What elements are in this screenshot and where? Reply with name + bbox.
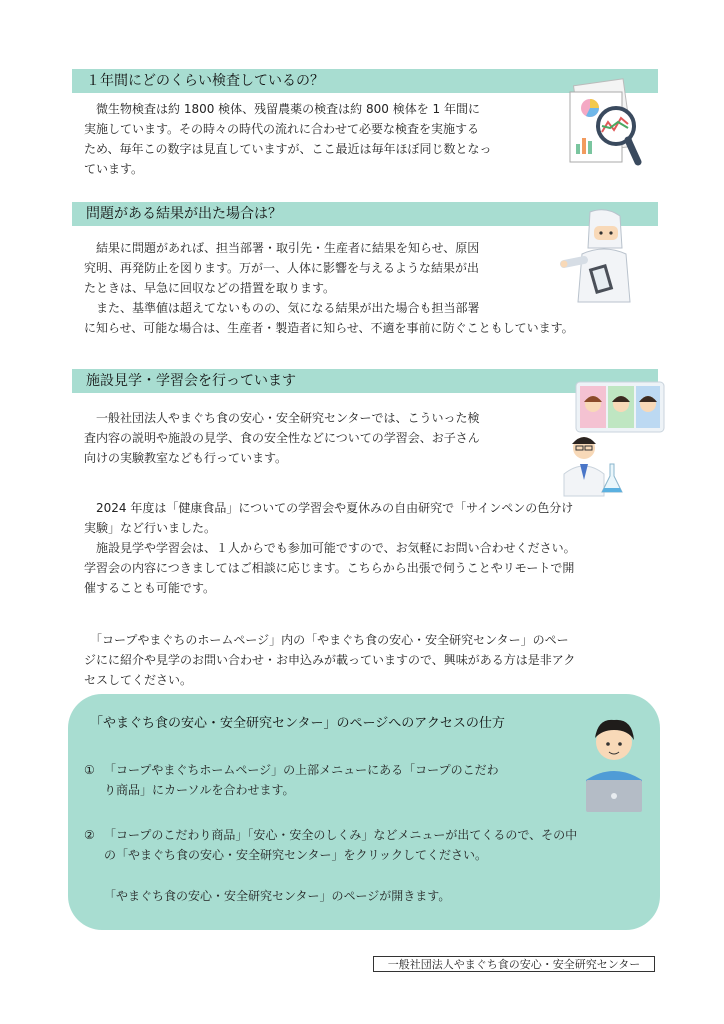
text-line: に知らせ、可能な場合は、生産者・製造者に知らせ、不適を事前に防ぐこともしています。 xyxy=(84,321,574,335)
text-line: 2024 年度は「健康食品」についての学習会や夏休みの自由研究で「サインペンの色分け xyxy=(84,501,574,515)
text-line: 向けの実験教室なども行っています。 xyxy=(84,451,288,465)
pc-user-icon xyxy=(578,712,650,812)
text-line: 究明、再発防止を図ります。万が一、人体に影響を与えるような結果が出 xyxy=(84,261,480,275)
section-heading-inspection-count: １年間にどのくらい検査しているの？ xyxy=(72,69,658,93)
section-heading-facility-tours: 施設見学・学習会を行っています xyxy=(72,369,658,393)
section-heading-problem-results: 問題がある結果が出た場合は？ xyxy=(72,202,658,226)
access-panel-title: 「やまぐち食の安心・安全研究センター」のページへのアクセスの仕方 xyxy=(90,716,505,731)
text-line: 実験」など行いました。 xyxy=(84,521,217,535)
text-line: 「コープやまぐちのホームページ」内の「やまぐち食の安心・安全研究センター」のペー xyxy=(84,633,569,647)
text-line: 「コープのこだわり商品」「安心・安全のしくみ」などメニューが出てくるので、その中 xyxy=(104,828,578,842)
step-number: ① xyxy=(84,763,95,777)
access-result-text: 「やまぐち食の安心・安全研究センター」のページが開きます。 xyxy=(104,889,451,903)
magnifier-chart-icon xyxy=(566,78,654,182)
video-class-icon xyxy=(556,380,666,498)
text-line: 「コープやまぐちホームページ」の上部メニューにある「コープのこだわ xyxy=(104,763,499,777)
text-line: 一般社団法人やまぐち食の安心・安全研究センターでは、こういった検 xyxy=(84,411,480,425)
text-line: 微生物検査は約 1800 検体、残留農薬の検査は約 800 検体を 1 年間に xyxy=(84,102,480,116)
access-step-2 xyxy=(104,825,660,865)
text-line: セスしてください。 xyxy=(84,673,193,687)
text-line: 施設見学や学習会は、１人からでも参加可能ですので、お気軽にお問い合わせください。 xyxy=(84,541,576,555)
section-body-homepage-info xyxy=(84,630,664,690)
text-line: ジにに紹介や見学のお問い合わせ・お申込みが載っていますので、興味がある方は是非アク xyxy=(84,653,576,667)
text-line: たときは、早急に回収などの措置を取ります。 xyxy=(84,281,336,295)
text-line: 催することも可能です。 xyxy=(84,581,216,595)
text-line: 査内容の説明や施設の見学、食の安全性などについての学習会、お子さん xyxy=(84,431,480,445)
access-step-1 xyxy=(104,760,574,800)
section-body-facility-tours-details xyxy=(84,498,664,598)
text-line: 実施しています。その時々の時代の流れに合わせて必要な検査を実施する xyxy=(84,122,480,136)
text-line: の「やまぐち食の安心・安全研究センター」をクリックしてください。 xyxy=(104,848,488,862)
text-line: ため、毎年この数字は見直していますが、ここ最近は毎年ほぼ同じ数となっ xyxy=(84,142,492,156)
organization-footer: 一般社団法人やまぐち食の安心・安全研究センター xyxy=(373,956,655,972)
section-body-facility-tours-intro xyxy=(84,408,554,468)
text-line: 学習会の内容につきましてはご相談に応じます。こちらから出張で伺うことやリモートで開 xyxy=(84,561,575,575)
step-number: ② xyxy=(84,828,95,842)
text-line: 結果に問題があれば、担当部署・取引先・生産者に結果を知らせ、原因 xyxy=(84,241,480,255)
section-body-inspection-count xyxy=(84,99,554,179)
text-line: り商品」にカーソルを合わせます。 xyxy=(104,783,295,797)
researcher-pointing-icon xyxy=(560,208,646,304)
text-line: また、基準値は超えてないものの、気になる結果が出た場合も担当部署 xyxy=(84,301,480,315)
text-line: ています。 xyxy=(84,162,144,176)
